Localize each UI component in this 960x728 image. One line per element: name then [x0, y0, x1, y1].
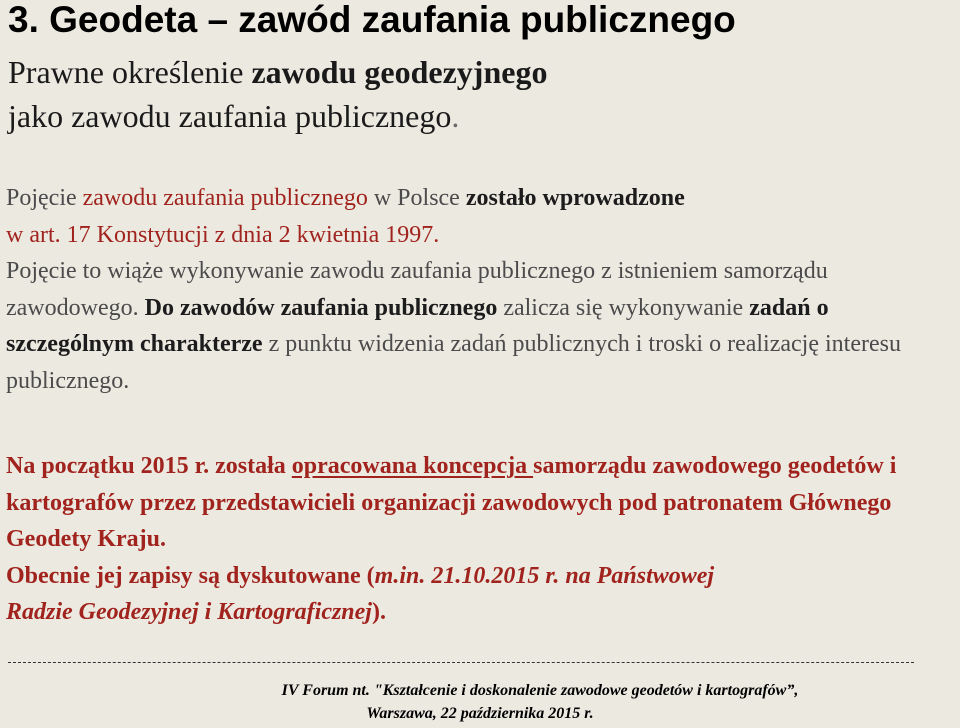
footer-divider	[8, 662, 914, 663]
slide-subtitle	[8, 50, 547, 138]
p1-s3: w Polsce	[367, 185, 466, 211]
p2-s7: ).	[371, 599, 386, 625]
p1-s8: zalicza się wykonywanie	[497, 294, 750, 321]
paragraph-constitution	[6, 180, 958, 399]
p1-s6: Pojęcie to wiąże wykonywanie zawodu zaufania publicznego z istnieniem samorządu zawodowego.	[6, 258, 828, 321]
paragraph-concept-2015	[6, 448, 958, 631]
subtitle-part-a: Prawne określenie	[8, 54, 252, 90]
p2-s2-underlined: opracowana koncepcja	[291, 453, 534, 479]
p2-s1: Na początku 2015 r. została	[6, 453, 292, 479]
p2-s5-italic: m.in. 21.10.2015 r. na Państwowej	[374, 562, 715, 589]
p1-s2: zawodu zaufania publicznego	[82, 185, 368, 211]
p1-s5: w art. 17 Konstytucji z dnia 2 kwietnia 1997.	[6, 221, 440, 248]
subtitle-part-c: jako zawodu zaufania publicznego	[8, 98, 452, 134]
p2-s4: Obecnie jej zapisy są dyskutowane (	[6, 562, 375, 589]
p1-s7: Do zawodów zaufania publicznego	[144, 294, 498, 321]
p1-s10: z punktu widzenia zadań publicznych i troski o realizację interesu publicznego.	[6, 331, 901, 394]
p1-s9: zadań o szczególnym charakterze	[6, 294, 829, 357]
p1-s1: Pojęcie	[6, 185, 83, 211]
slide-title: 3. Geodeta – zawód zaufania publicznego	[8, 0, 736, 40]
subtitle-part-b: zawodu geodezyjnego	[251, 54, 548, 90]
p2-s3: samorządu zawodowego geodetów i kartografów przez przedstawicieli organizacji zawodowych pod patronatem Głównego Geodety Kraju.	[6, 453, 897, 552]
p1-s4: zostało wprowadzone	[465, 185, 685, 211]
footer-line-2: Warszawa, 22 października 2015 r.	[366, 705, 594, 722]
slide-footer	[0, 679, 960, 725]
footer-line-1: IV Forum nt. "Kształcenie i doskonalenie zawodowe geodetów i kartografów”,	[281, 682, 799, 699]
p2-s6-italic: Radzie Geodezyjnej i Kartograficznej	[6, 599, 372, 625]
subtitle-part-d: .	[451, 98, 460, 134]
